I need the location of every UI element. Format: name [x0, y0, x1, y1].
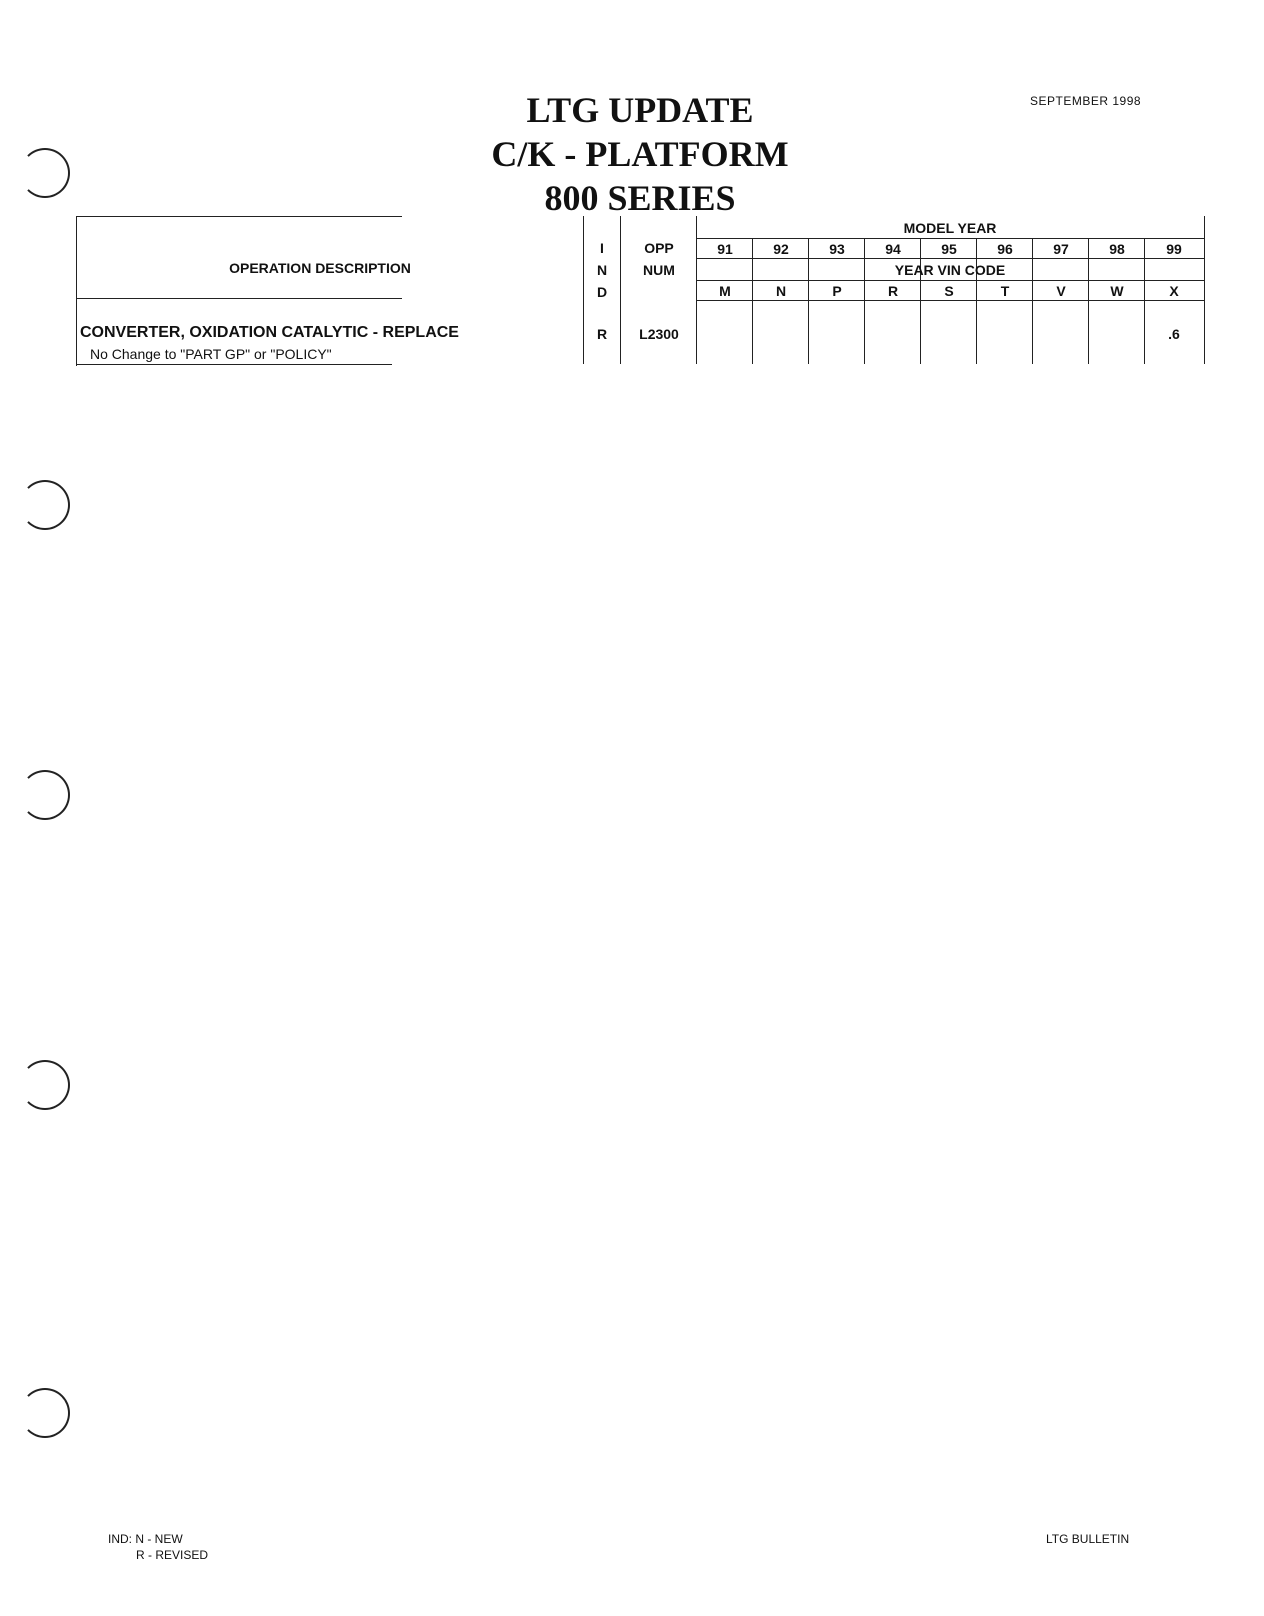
year-93: 93	[829, 241, 845, 257]
year-96: 96	[997, 241, 1013, 257]
row-opp-num: L2300	[639, 326, 679, 342]
num-header: NUM	[643, 262, 675, 278]
vin-code-r: R	[887, 283, 899, 299]
binder-hole-icon	[20, 148, 70, 198]
model-year-label: MODEL YEAR	[903, 220, 997, 236]
table-rule	[76, 216, 77, 366]
year-97: 97	[1053, 241, 1069, 257]
table-rule	[696, 238, 1204, 239]
vin-code-m: M	[719, 283, 731, 299]
table-rule	[752, 238, 753, 364]
table-rule	[864, 238, 865, 364]
title-line-2: C/K - PLATFORM	[491, 134, 789, 174]
table-rule	[583, 216, 584, 364]
operation-description-header: OPERATION DESCRIPTION	[229, 260, 411, 276]
table-rule	[76, 216, 402, 217]
year-91: 91	[717, 241, 733, 257]
year-94: 94	[885, 241, 901, 257]
table-rule	[976, 238, 977, 364]
table-rule	[1032, 238, 1033, 364]
year-99: 99	[1166, 241, 1182, 257]
table-rule	[808, 238, 809, 364]
binder-hole-icon	[20, 1388, 70, 1438]
operation-note: No Change to "PART GP" or "POLICY"	[90, 346, 332, 362]
vin-code-s: S	[944, 283, 954, 299]
ind-header-i: I	[600, 240, 604, 256]
ind-legend-line-1: IND: N - NEW	[108, 1532, 183, 1546]
table-rule	[620, 216, 621, 364]
table-rule	[696, 280, 1204, 281]
operation-description: CONVERTER, OXIDATION CATALYTIC - REPLACE	[80, 324, 459, 341]
opp-header: OPP	[644, 240, 674, 256]
ind-header-d: D	[596, 284, 608, 300]
year-92: 92	[773, 241, 789, 257]
table-rule	[1088, 238, 1089, 364]
table-rule	[696, 258, 1204, 259]
row-value-99: .6	[1168, 326, 1180, 342]
binder-hole-icon	[20, 770, 70, 820]
vin-code-p: P	[832, 283, 842, 299]
table-rule	[1204, 216, 1205, 364]
bulletin-date: SEPTEMBER 1998	[1030, 94, 1142, 108]
title-line-3: 800 SERIES	[544, 178, 736, 218]
title-line-1: LTG UPDATE	[526, 90, 754, 130]
year-vin-code-label: YEAR VIN CODE	[894, 262, 1006, 278]
binder-hole-icon	[20, 1060, 70, 1110]
table-rule	[920, 238, 921, 364]
vin-code-v: V	[1056, 283, 1066, 299]
table-rule	[1144, 238, 1145, 364]
vin-code-w: W	[1110, 283, 1124, 299]
binder-hole-icon	[20, 480, 70, 530]
vin-code-x: X	[1169, 283, 1179, 299]
vin-code-t: T	[1000, 283, 1010, 299]
table-rule	[696, 300, 1204, 301]
ind-header-n: N	[596, 262, 608, 278]
vin-code-n: N	[775, 283, 787, 299]
table-rule	[76, 298, 402, 299]
year-98: 98	[1109, 241, 1125, 257]
ind-legend-line-2: R - REVISED	[136, 1548, 209, 1562]
row-ind: R	[596, 326, 608, 342]
bulletin-label: LTG BULLETIN	[1046, 1532, 1130, 1546]
table-rule	[76, 364, 392, 365]
year-95: 95	[941, 241, 957, 257]
